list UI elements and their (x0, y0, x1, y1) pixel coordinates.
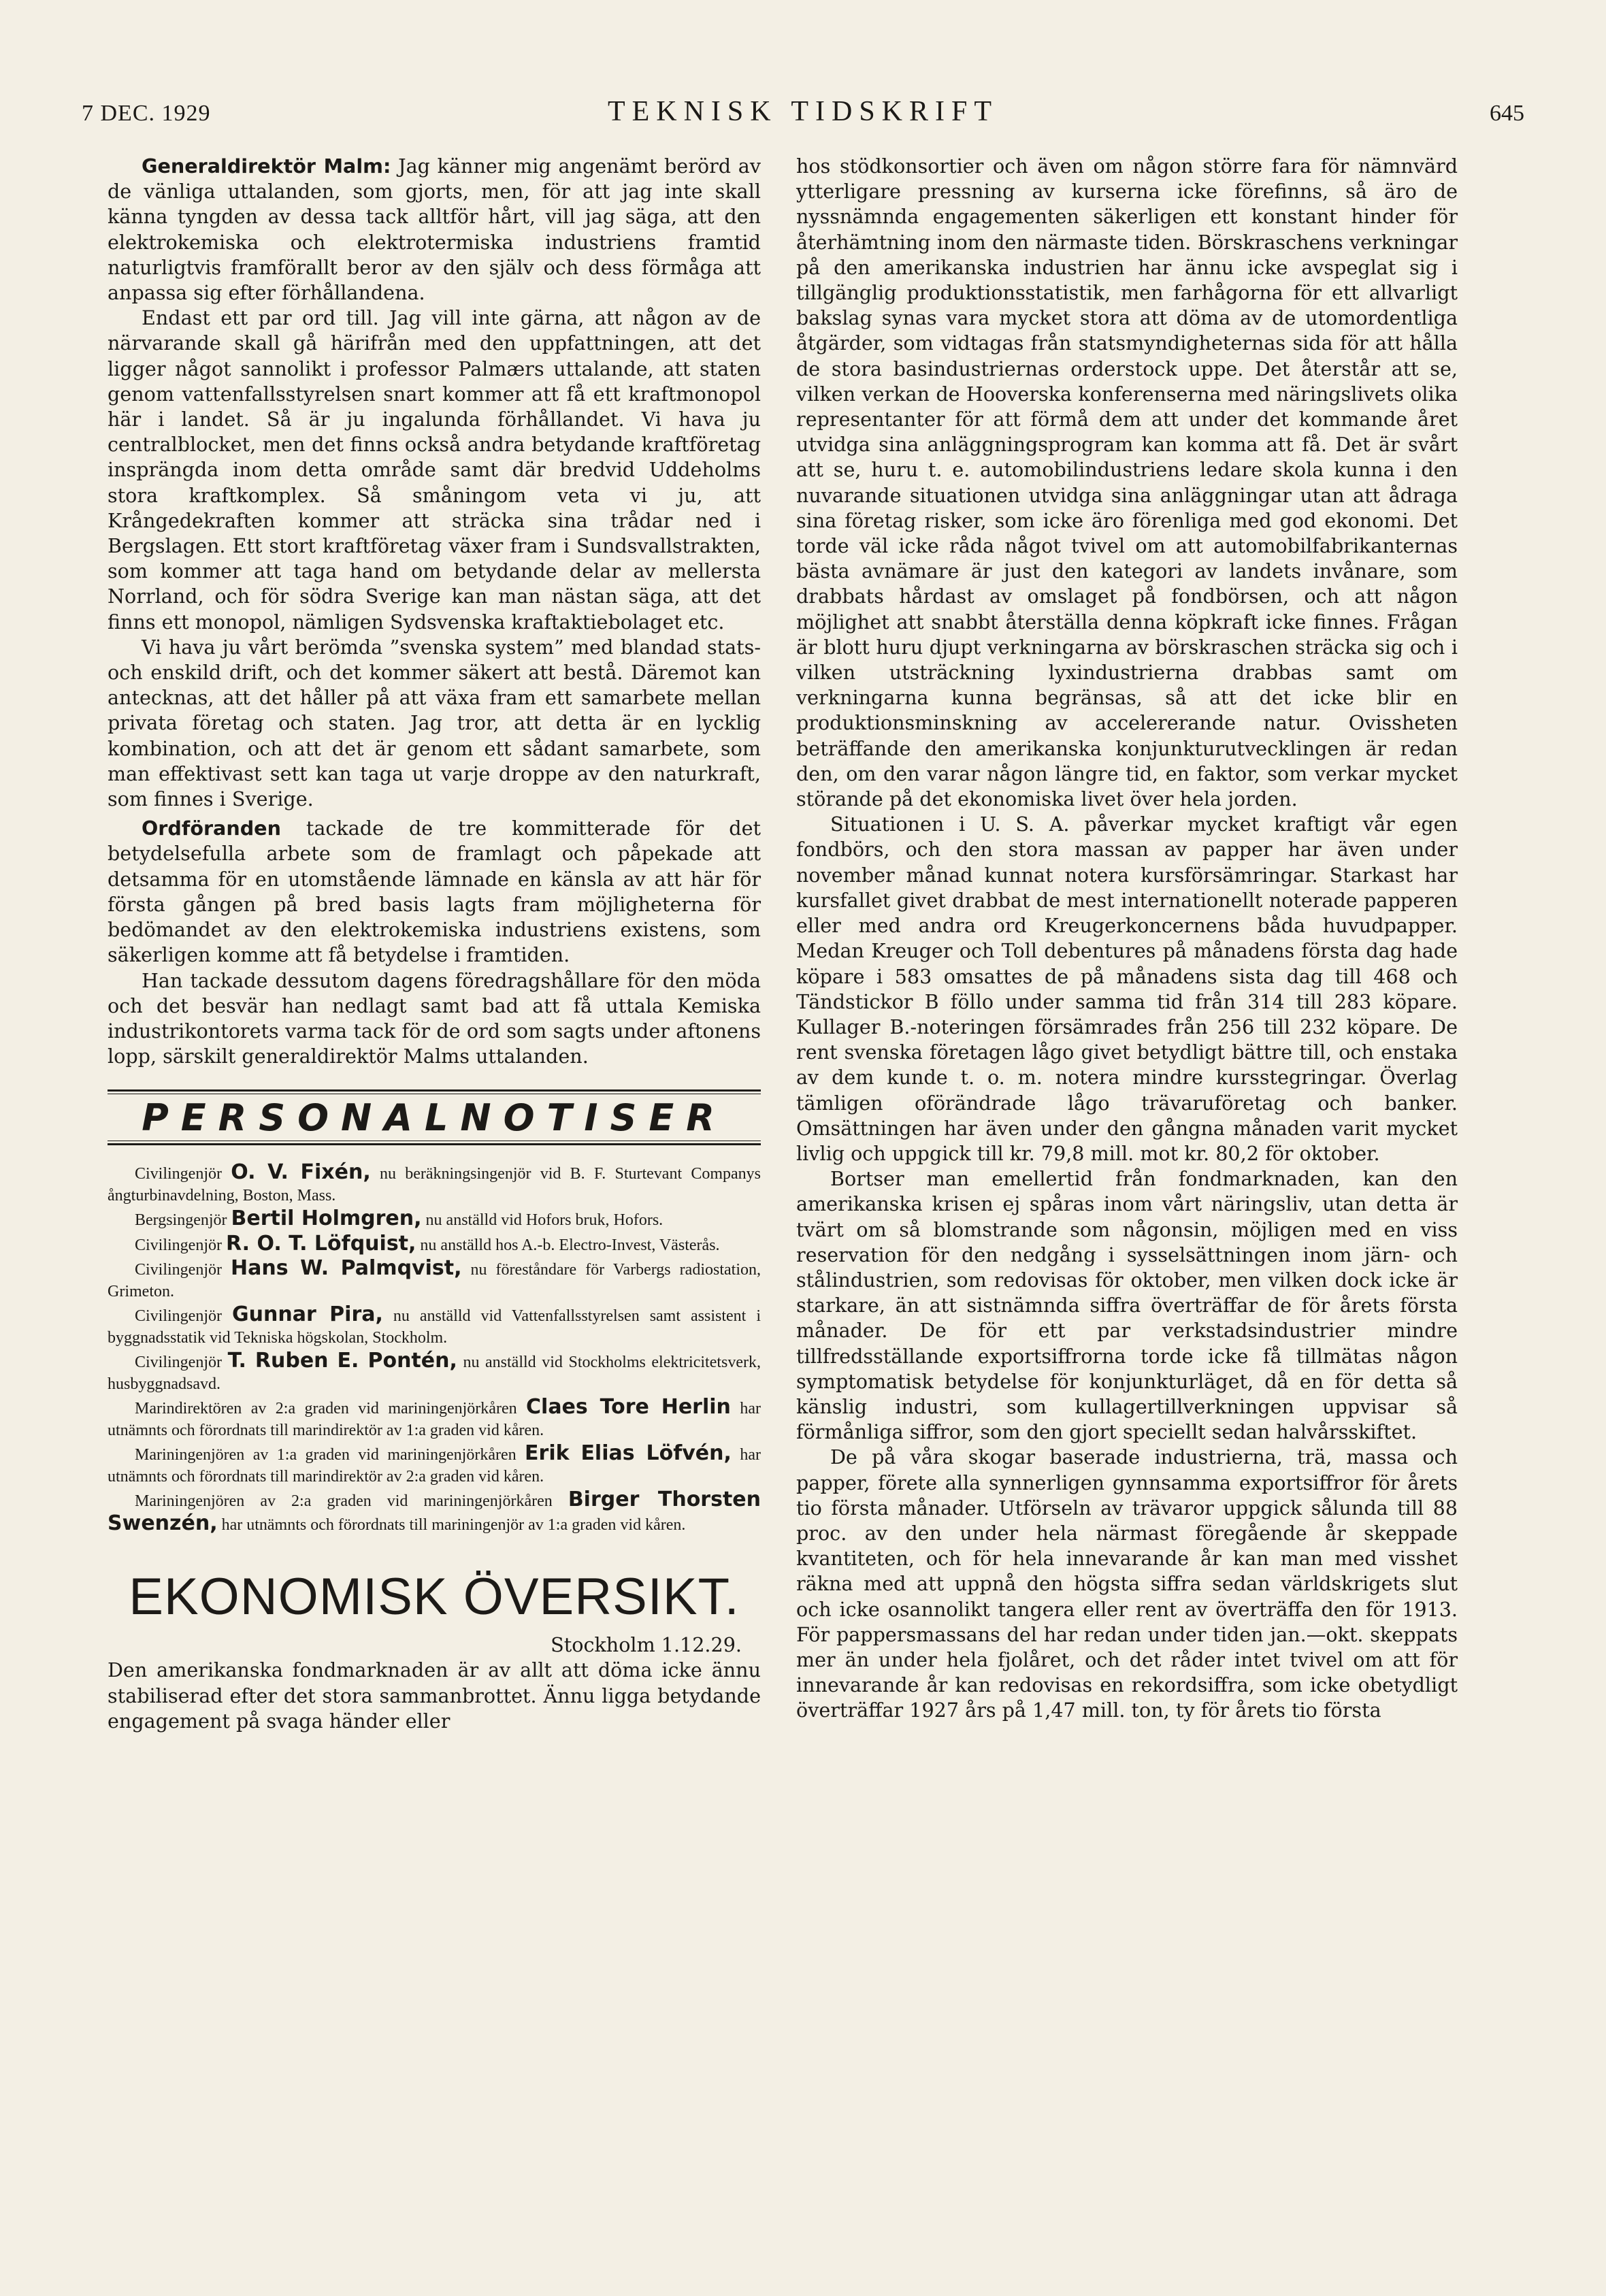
notice-title: Marindirektören av 2:a graden vid mariningenjörkåren (135, 1400, 527, 1418)
person-name: Claes Tore Herlin (526, 1395, 731, 1420)
notice-item (108, 1162, 761, 1207)
person-name: Erik Elias Löfvén, (525, 1441, 732, 1466)
paragraph: Den amerikanska fondmarknaden är av allt att döma icke ännu stabiliserad efter det stora sammanbrottet. Ännu ligga betydande engagement på svaga händer eller (108, 1658, 761, 1733)
paragraph (108, 816, 761, 968)
notice-text: har utnämnts och förordnats till marindirektör av 2:a graden vid kåren. (108, 1446, 761, 1486)
paragraph: Endast ett par ord till. Jag vill inte gärna, att någon av de närvarande skall gå härifrån med den uppfattningen, att det ligger något sannolikt i professor Palmærs uttalande, att staten genom vattenfallsstyrelsen snart kommer att få ett kraftmonopol här i landet. Så är ju ingalunda förhållandet. Vi hava ju centralblocket, men det finns också andra betydande kraftföretag insprängda inom detta område samt där bredvid Uddeholms stora kraftkomplex. Så småningom veta vi ju, att Krångedekraften kommer att sträcka sina trådar ned i Bergslagen. Ett stort kraftföretag växer fram i Sundsvallstrakten, som kommer att taga hand om betydande delar av mellersta Norrland, och för södra Sverige kan man nästan säga, att det finns ett monopol, nämligen Sydsvenska kraftaktiebolaget etc. (108, 306, 761, 634)
person-name: T. Ruben E. Pontén, (227, 1349, 457, 1373)
paragraph: Situationen i U. S. A. påverkar mycket kraftigt vår egen fondbörs, och den stora massan av papper har även under november månad kunnat notera kursförsämringar. Starkast har kursfallet givet drabbat de mest internationellt noterade papperen eller med andra ord Kreugerkoncernens båda huvudpapper. Medan Kreuger och Toll debentures på månadens första dag hade köpare i 583 omsattes de på månadens sista dag till 468 och Tändstickor B föllo under samma tid från 314 till 283 köpare. Kullager B.-noteringen försämrades från 256 till 232 köpare. De rent svenska företagen lågo givet betydligt bättre till, och enstaka av dem kunde t. o. m. notera mindre kursstegringar. Överlag tämligen oförändrade lågo trävaruföretag och banker. Omsättningen har även under den gångna månaden varit mycket livlig och uppgick till kr. 79,8 mill. mot kr. 80,2 för oktober. (796, 813, 1458, 1165)
notice-title: Civilingenjör (135, 1165, 231, 1183)
person-name: Birger Thorsten Swenzén, (108, 1488, 761, 1535)
notice-text: nu föreståndare för Varbergs radiostation, Grimeton. (108, 1261, 761, 1300)
speaker-name: Generaldirektör Malm: (142, 154, 391, 178)
paragraph-text: tackade de tre kommitterade för det betydelsefulla arbete som de framlagt och påpekade att detsamma för en utomstående lämnade en känsla av att här för första gången på bred basis lagts fram möjligheterna för bedömandet av den elektrokemiska industriens existens, som säkerligen komme att få betydelse i framtiden. (108, 817, 761, 967)
page-number: 645 (1490, 101, 1524, 126)
person-name: Bertil Holmgren, (231, 1207, 422, 1231)
notice-item (108, 1208, 761, 1232)
notice-item (108, 1304, 761, 1349)
journal-title: TEKNISK TIDSKRIFT (607, 96, 999, 127)
issue-date: 7 DEC. 1929 (82, 101, 211, 126)
notice-item (108, 1443, 761, 1488)
notice-title: Civilingenjör (135, 1261, 231, 1279)
paragraph: De på våra skogar baserade industrierna, trä, massa och papper, förete alla synnerligen gynnsamma exportsiffror för årets tio första månader. Utförseln av trävaror uppgick sålunda till 88 proc. av den under hela närmast föregående år skeppade kvantiteten, och för hela innevarande år kan man med visshet räkna med att uppnå den högsta siffra sedan världskrigets slut och icke osannolikt tangera eller rent av överträffa den för 1913. För pappersmassans del har redan under tiden jan.—okt. skeppats mer än under hela fjolåret, och det råder intet tvivel om att för innevarande år kan redovisas en rekordsiffra, som icke obetydligt överträffar 1927 års på 1,47 mill. ton, ty för årets tio första (796, 1445, 1458, 1722)
person-name: O. V. Fixén, (231, 1160, 371, 1185)
person-name: Gunnar Pira, (232, 1302, 383, 1327)
notice-text: har utnämnts och förordnats till marindirektör av 1:a graden vid kåren. (108, 1400, 761, 1439)
notice-title: Mariningenjören av 2:a graden vid mariningenjörkåren (135, 1492, 568, 1511)
right-column (796, 154, 1458, 1724)
paragraph: Han tackade dessutom dagens föredragshållare för den möda och det besvär han nedlagt samt bad att få uttala Kemiska industrikontorets varma tack för de ord som sagts under aftonens lopp, särskilt generaldirektör Malms uttalanden. (108, 968, 761, 1068)
paragraph: Bortser man emellertid från fondmarknaden, kan den amerikanska krisen ej spåras inom vårt näringsliv, utan detta är tvärt om så blomstrande som någonsin, möjligen med en viss reservation för den nedgång i sysselsättningen inom järn- och stålindustrien, som redovisas för oktober, men vilken dock icke är starkare, än att sistnämnda siffra överträffar de för årets första månader. De för ett par verkstadsindustrier mindre tillfredsställande exportsiffrorna torde icke få tillmätas någon symptomatisk betydelse för konjunkturläget, då en för detta så känslig industri, som kullagertillverkningen uppvisar så förmånliga siffror, som den gjort speciellt sedan halvårsskiftet. (796, 1167, 1458, 1444)
section-heading-personalnotiser: PERSONALNOTISER (108, 1089, 761, 1145)
notice-title: Civilingenjör (135, 1354, 228, 1372)
notice-title: Mariningenjören av 1:a graden vid mariningenjörkåren (135, 1446, 525, 1464)
notice-item (108, 1258, 761, 1302)
paragraph-text: Jag känner mig angenämt berörd av de vänliga uttalanden, som gjorts, men, för att jag inte skall känna tyngden av dessa tack alltför hårt, vill jag säga, att den elektrokemiska och elektrotermiska industriens framtid naturligtvis framförallt beror av den själv och dess förmåga att anpassa sig efter förhållandena. (108, 154, 761, 305)
notice-text: nu anställd hos A.-b. Electro-Invest, Västerås. (416, 1236, 720, 1254)
notice-text: har utnämnts och förordnats till mariningenjör av 1:a graden vid kåren. (217, 1515, 686, 1534)
notice-title: Civilingenjör (135, 1236, 226, 1254)
person-name: R. O. T. Löfquist, (226, 1231, 416, 1256)
notice-text: nu anställd vid Hofors bruk, Hofors. (421, 1211, 663, 1230)
notice-text: nu anställd vid Vattenfallsstyrelsen samt assistent i byggnadsstatik vid Tekniska högskolan, Stockholm. (108, 1307, 761, 1347)
page-header (82, 95, 1524, 136)
notice-item (108, 1396, 761, 1441)
section-heading-ekonomisk-oversikt: EKONOMISK ÖVERSIKT. (129, 1568, 740, 1626)
notice-item (108, 1489, 761, 1536)
paragraph: hos stödkonsortier och även om någon större fara för nämnvärd ytterligare pressning av kurserna icke förefinns, så äro de nyssnämnda engagementen säkerligen ett konstant hinder för återhämtning inom den närmaste tiden. Börskraschens verkningar på den amerikanska industrien har ännu icke avspeglat sig i tillgänglig produktionsstatistik, men farhågorna för ett allvarligt bakslag synas vara mycket stora att döma av de utomordentliga åtgärder, som vidtagas från statsmyndigheternas sida för att hålla de stora basindustriernas orderstock uppe. Det återstår att se, vilken verkan de Hooverska konferenserna med näringslivets olika representanter för att förmå dem att under det kommande året utvidga sina anläggningsprogram kan komma att få. Det är svårt att se, huru t. e. automobilindustriens ledare skola kunna i den nuvarande situationen utvidga sina anläggningar utan att ådraga sina företag risker, som icke äro förenliga med god ekonomi. Det torde väl icke råda något tvivel om att automobilfabrikanternas bästa avnämare är just den kategori av landets invånare, som drabbats hårdast av omslaget på fondbörsen, och att någon möjlighet att snabbt återställa denna köpkraft icke finnes. Frågan är blott huru djupt verkningarna av börskraschen sträcka sig och i vilken utsträckning lyxindustrierna drabbas samt om verkningarna kunna begränsas, så att det icke blir en produktionsminskning av accelererande natur. Ovissheten beträffande den amerikanska konjunkturutvecklingen är redan den, om den varar någon längre tid, en faktor, som verkar mycket störande på det ekonomiska livet över hela jorden. (796, 154, 1458, 811)
paragraph (108, 154, 761, 306)
notice-title: Civilingenjör (135, 1307, 232, 1326)
person-name: Hans W. Palmqvist, (231, 1256, 462, 1281)
personal-notices (108, 1162, 761, 1536)
notice-title: Bergsingenjör (135, 1211, 231, 1230)
left-column (108, 154, 761, 1734)
notice-item (108, 1350, 761, 1395)
speaker-name: Ordföranden (142, 817, 281, 840)
paragraph: Vi hava ju vårt berömda ”svenska system” med blandad stats- och enskild drift, och det kommer säkert att bestå. Däremot kan antecknas, att det håller på att växa fram ett samarbete mellan privata företag och staten. Jag tror, att detta är en lycklig kombination, och att det är genom ett sådant samarbete, som man effektivast sett kan taga ut varje droppe av den naturkraft, som finnes i Sverige. (108, 635, 761, 811)
notice-item (108, 1233, 761, 1257)
notice-text: nu anställd vid Stockholms elektricitetsverk, husbyggnadsavd. (108, 1354, 761, 1393)
dateline: Stockholm 1.12.29. (551, 1633, 742, 1657)
notice-text: nu beräkningsingenjör vid B. F. Sturtevant Companys ångturbinavdelning, Boston, Mass. (108, 1165, 761, 1204)
